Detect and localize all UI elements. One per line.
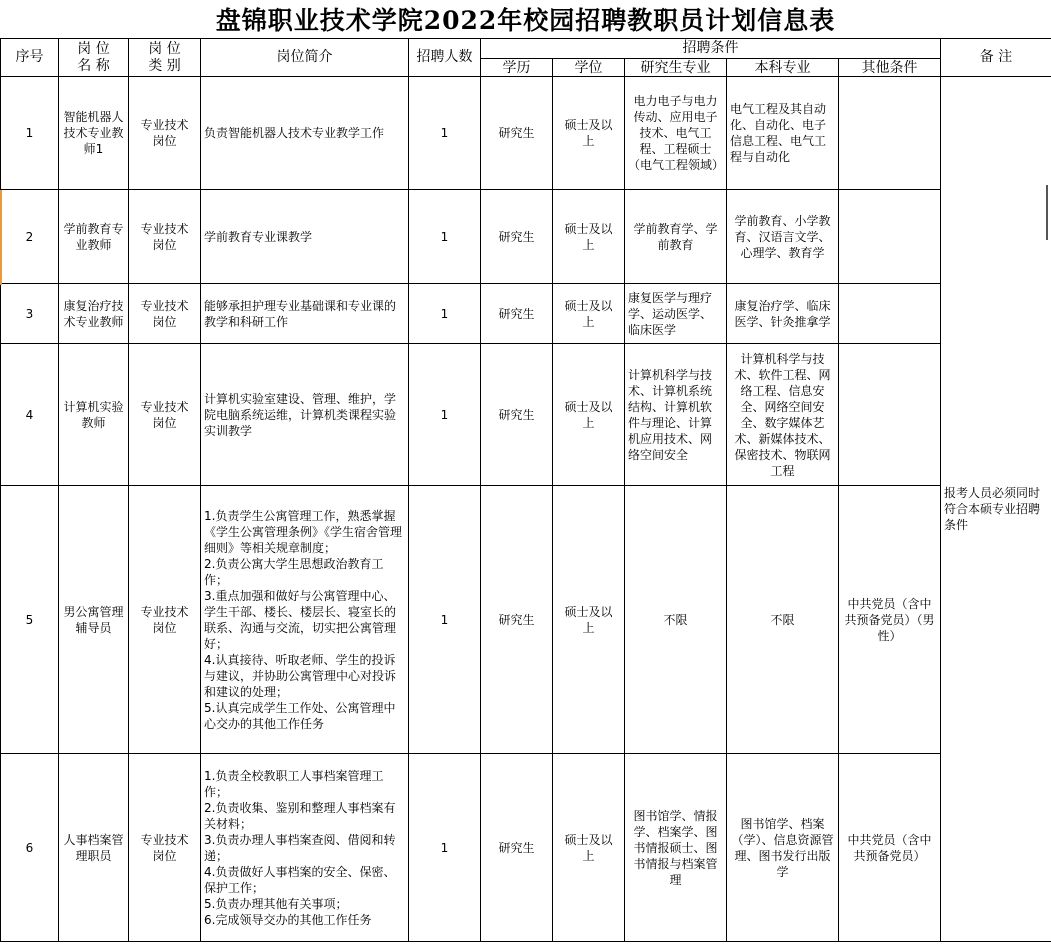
row-education: 研究生 bbox=[481, 754, 553, 942]
row-seq: 1 bbox=[1, 77, 59, 190]
row-post-intro: 1.负责全校教职工人事档案管理工作； 2.负责收集、鉴别和整理人事档案有关材料； 3.负责办理人事档案查阅、借阅和转递； 4.负责做好人事档案的安全、保密、保护工作； 5.负责办理其他有关事项； 6.完成领导交办的其他工作任务 bbox=[201, 754, 409, 942]
table-row bbox=[1, 344, 1051, 486]
row-post-type: 专业技术 岗位 bbox=[129, 754, 201, 942]
row-education: 研究生 bbox=[481, 77, 553, 190]
row-other bbox=[839, 77, 941, 190]
row-post-intro: 学前教育专业课教学 bbox=[201, 190, 409, 284]
row-grad-major: 图书馆学、情报学、档案学、图书情报硕士、图书情报与档案管理 bbox=[625, 754, 727, 942]
row-other bbox=[839, 190, 941, 284]
row-remark: 报考人员必须同时符合本硕专业招聘条件 bbox=[941, 77, 1051, 942]
row-grad-major: 计算机科学与技术、计算机系统结构、计算机软件与理论、计算机应用技术、网络空间安全 bbox=[625, 344, 727, 486]
header-undergrad-major: 本科专业 bbox=[727, 59, 839, 77]
row-hire-count: 1 bbox=[409, 190, 481, 284]
row-post-type: 专业技术 岗位 bbox=[129, 284, 201, 344]
row-post-name: 康复治疗技术专业教师 bbox=[59, 284, 129, 344]
row-hire-count: 1 bbox=[409, 77, 481, 190]
header-row-1 bbox=[1, 39, 1051, 59]
row-post-intro: 1.负责学生公寓管理工作，熟悉掌握《学生公寓管理条例》《学生宿舍管理细则》等相关规章制度； 2.负责公寓大学生思想政治教育工作； 3.重点加强和做好与公寓管理中心、学生干部、楼长、楼层长、寝室长的联系、沟通与交流，切实把公寓管理好； 4.认真接待、听取老师、学生的投诉与建议，并协助公寓管理中心对投诉和建议的处理； 5.认真完成学生工作处、公寓管理中心交办的其他工作任务 bbox=[201, 486, 409, 754]
table-row bbox=[1, 190, 1051, 284]
header-post-intro: 岗位简介 bbox=[201, 39, 409, 77]
row-grad-major: 康复医学与理疗学、运动医学、临床医学 bbox=[625, 284, 727, 344]
row-degree: 硕士及以 上 bbox=[553, 190, 625, 284]
row-undergrad-major: 康复治疗学、临床医学、针灸推拿学 bbox=[727, 284, 839, 344]
selection-edge-mark bbox=[0, 190, 2, 285]
header-post-name: 岗 位 名 称 bbox=[59, 39, 129, 77]
table-row bbox=[1, 77, 1051, 190]
table-row bbox=[1, 486, 1051, 754]
recruitment-table bbox=[0, 38, 1051, 942]
row-seq: 6 bbox=[1, 754, 59, 942]
row-seq: 4 bbox=[1, 344, 59, 486]
table-row bbox=[1, 754, 1051, 942]
header-post-type: 岗 位 类 别 bbox=[129, 39, 201, 77]
row-degree: 硕士及以 上 bbox=[553, 754, 625, 942]
row-degree: 硕士及以 上 bbox=[553, 284, 625, 344]
row-post-name: 男公寓管理辅导员 bbox=[59, 486, 129, 754]
page-title: 盘锦职业技术学院2022年校园招聘教职员计划信息表 bbox=[215, 6, 836, 35]
row-post-name: 人事档案管理职员 bbox=[59, 754, 129, 942]
header-other: 其他条件 bbox=[839, 59, 941, 77]
row-degree: 硕士及以 上 bbox=[553, 344, 625, 486]
row-post-intro: 能够承担护理专业基础课和专业课的教学和科研工作 bbox=[201, 284, 409, 344]
header-hire-count: 招聘人数 bbox=[409, 39, 481, 77]
header-seq: 序号 bbox=[1, 39, 59, 77]
row-other bbox=[839, 284, 941, 344]
row-post-intro: 计算机实验室建设、管理、维护，学院电脑系统运维，计算机类课程实验实训教学 bbox=[201, 344, 409, 486]
row-education: 研究生 bbox=[481, 486, 553, 754]
row-undergrad-major: 电气工程及其自动化、自动化、电子信息工程、电气工程与自动化 bbox=[727, 77, 839, 190]
row-seq: 3 bbox=[1, 284, 59, 344]
row-hire-count: 1 bbox=[409, 754, 481, 942]
row-grad-major: 不限 bbox=[625, 486, 727, 754]
row-undergrad-major: 计算机科学与技术、软件工程、网络工程、信息安全、网络空间安全、数字媒体艺术、新媒体技术、保密技术、物联网工程 bbox=[727, 344, 839, 486]
row-undergrad-major: 学前教育、小学教育、汉语言文学、心理学、教育学 bbox=[727, 190, 839, 284]
row-other: 中共党员（含中共预备党员）（男性） bbox=[839, 486, 941, 754]
row-grad-major: 学前教育学、学前教育 bbox=[625, 190, 727, 284]
row-post-type: 专业技术 岗位 bbox=[129, 190, 201, 284]
header-education: 学历 bbox=[481, 59, 553, 77]
row-undergrad-major: 图书馆学、档案（学）、信息资源管理、图书发行出版学 bbox=[727, 754, 839, 942]
row-grad-major: 电力电子与电力传动、应用电子技术、电气工程、工程硕士（电气工程领域） bbox=[625, 77, 727, 190]
row-hire-count: 1 bbox=[409, 486, 481, 754]
row-post-type: 专业技术 岗位 bbox=[129, 344, 201, 486]
row-post-type: 专业技术 岗位 bbox=[129, 486, 201, 754]
row-education: 研究生 bbox=[481, 284, 553, 344]
row-seq: 2 bbox=[1, 190, 59, 284]
row-undergrad-major: 不限 bbox=[727, 486, 839, 754]
row-post-intro: 负责智能机器人技术专业教学工作 bbox=[201, 77, 409, 190]
row-post-name: 计算机实验教师 bbox=[59, 344, 129, 486]
scroll-edge-mark bbox=[1046, 185, 1048, 240]
header-degree: 学位 bbox=[553, 59, 625, 77]
row-post-name: 学前教育专业教师 bbox=[59, 190, 129, 284]
row-degree: 硕士及以 上 bbox=[553, 486, 625, 754]
row-education: 研究生 bbox=[481, 344, 553, 486]
row-post-type: 专业技术 岗位 bbox=[129, 77, 201, 190]
header-conditions: 招聘条件 bbox=[481, 39, 941, 59]
table-row bbox=[1, 284, 1051, 344]
row-degree: 硕士及以 上 bbox=[553, 77, 625, 190]
row-post-name: 智能机器人技术专业教师1 bbox=[59, 77, 129, 190]
header-grad-major: 研究生专业 bbox=[625, 59, 727, 77]
row-hire-count: 1 bbox=[409, 284, 481, 344]
header-remark: 备 注 bbox=[941, 39, 1051, 77]
row-other: 中共党员（含中共预备党员） bbox=[839, 754, 941, 942]
row-education: 研究生 bbox=[481, 190, 553, 284]
row-other bbox=[839, 344, 941, 486]
row-hire-count: 1 bbox=[409, 344, 481, 486]
row-seq: 5 bbox=[1, 486, 59, 754]
